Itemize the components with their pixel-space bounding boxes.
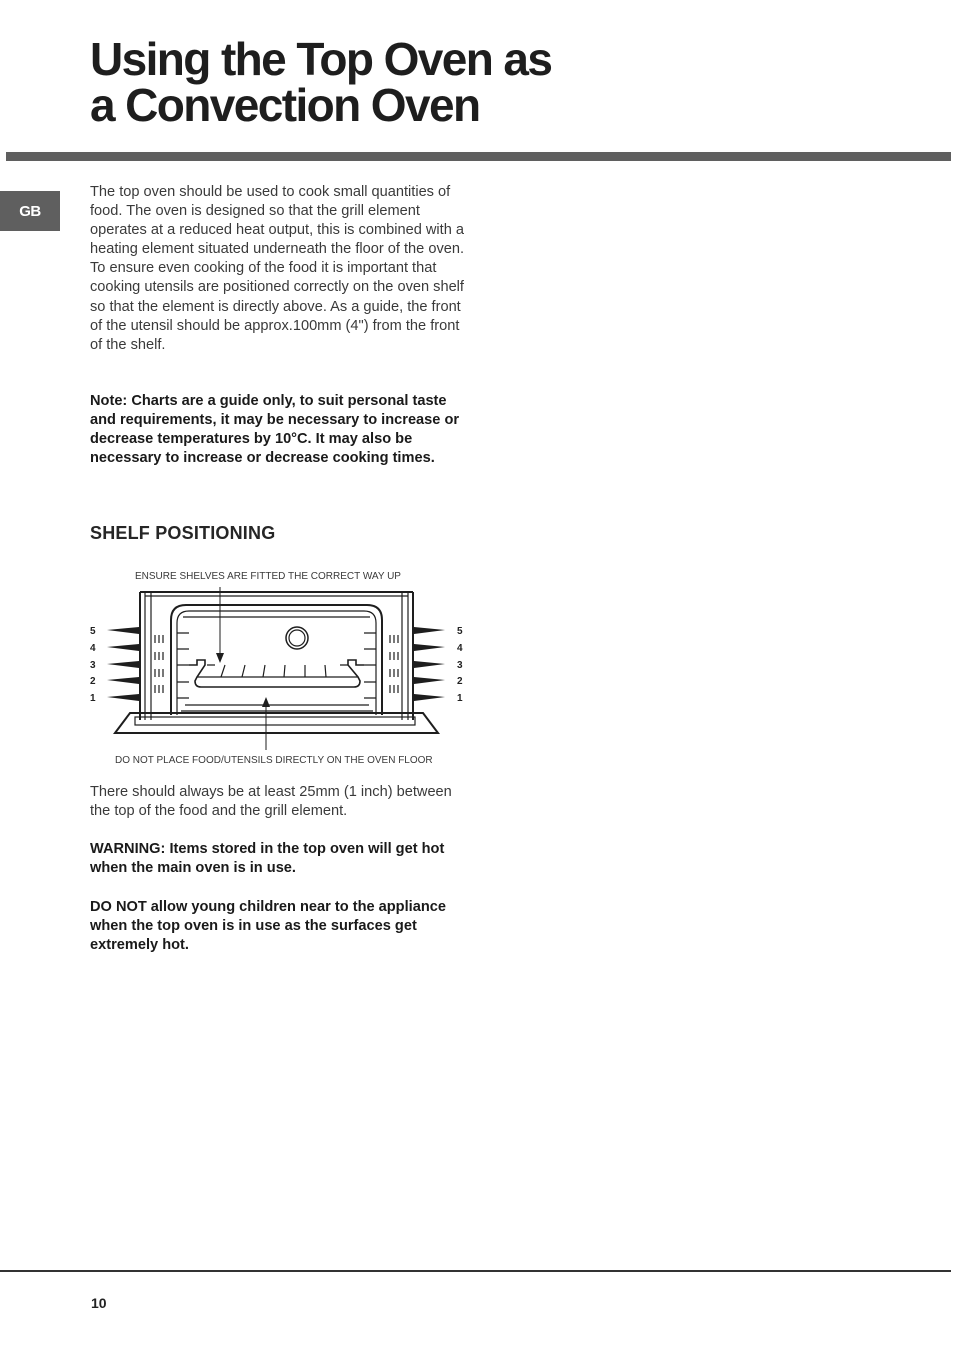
- diagram-top-label: ENSURE SHELVES ARE FITTED THE CORRECT WAY UP: [135, 571, 401, 582]
- shelf-number-right-2: 2: [457, 676, 463, 687]
- children-warning-section: [90, 898, 470, 955]
- shelf-number-right-3: 3: [457, 660, 463, 671]
- shelf-number-left-2: 2: [90, 676, 96, 687]
- note-paragraph: Note: Charts are a guide only, to suit personal taste and requirements, it may be necessary to increase or decrease temperatures by 10°C. It may also be necessary to increase or decrease cooking times.: [90, 393, 460, 467]
- shelf-number-right-4: 4: [457, 643, 463, 654]
- title-divider: [6, 152, 951, 161]
- page-title-line-1: Using the Top Oven as: [90, 33, 552, 85]
- clearance-section: [90, 783, 470, 821]
- shelf-number-left-3: 3: [90, 660, 96, 671]
- oven-cavity-drawing: [115, 587, 438, 750]
- shelf-number-right-5: 5: [457, 626, 463, 637]
- note-section: [90, 392, 470, 468]
- shelf-number-left-4: 4: [90, 643, 96, 654]
- diagram-bottom-label: DO NOT PLACE FOOD/UTENSILS DIRECTLY ON THE OVEN FLOOR: [115, 755, 433, 766]
- children-warning-paragraph: DO NOT allow young children near to the appliance when the top oven is in use as the surfaces get extremely hot.: [90, 899, 446, 954]
- shelf-number-left-5: 5: [90, 626, 96, 637]
- shelf-number-left-1: 1: [90, 693, 96, 704]
- intro-paragraph: The top oven should be used to cook small quantities of food. The oven is designed so that the grill element operates at a reduced heat output, this is combined with a heating element situated underneath the floor of the oven. To ensure even cooking of the food it is important that cooking utensils are positioned correctly on the oven shelf so that the element is directly above. As a guide, the front of the utensil should be approx.100mm (4") from the front of the shelf.: [90, 184, 465, 353]
- warning-paragraph: WARNING: Items stored in the top oven will get hot when the main oven is in use.: [90, 841, 445, 877]
- clearance-paragraph: There should always be at least 25mm (1 inch) between the top of the food and the grill element.: [90, 784, 452, 820]
- language-tab: GB: [0, 191, 60, 231]
- diagram-arrowheads: [216, 653, 270, 707]
- page-title-line-2: a Convection Oven: [90, 79, 480, 131]
- footer-divider: [0, 1270, 951, 1272]
- shelf-number-right-1: 1: [457, 693, 463, 704]
- shelf-positioning-diagram: [85, 565, 470, 770]
- page-number: 10: [91, 1295, 107, 1311]
- intro-section: [90, 183, 470, 355]
- warning-section: [90, 840, 470, 878]
- oven-diagram-svg: [85, 565, 470, 770]
- page-title: [90, 33, 790, 131]
- section-heading: SHELF POSITIONING: [90, 523, 276, 543]
